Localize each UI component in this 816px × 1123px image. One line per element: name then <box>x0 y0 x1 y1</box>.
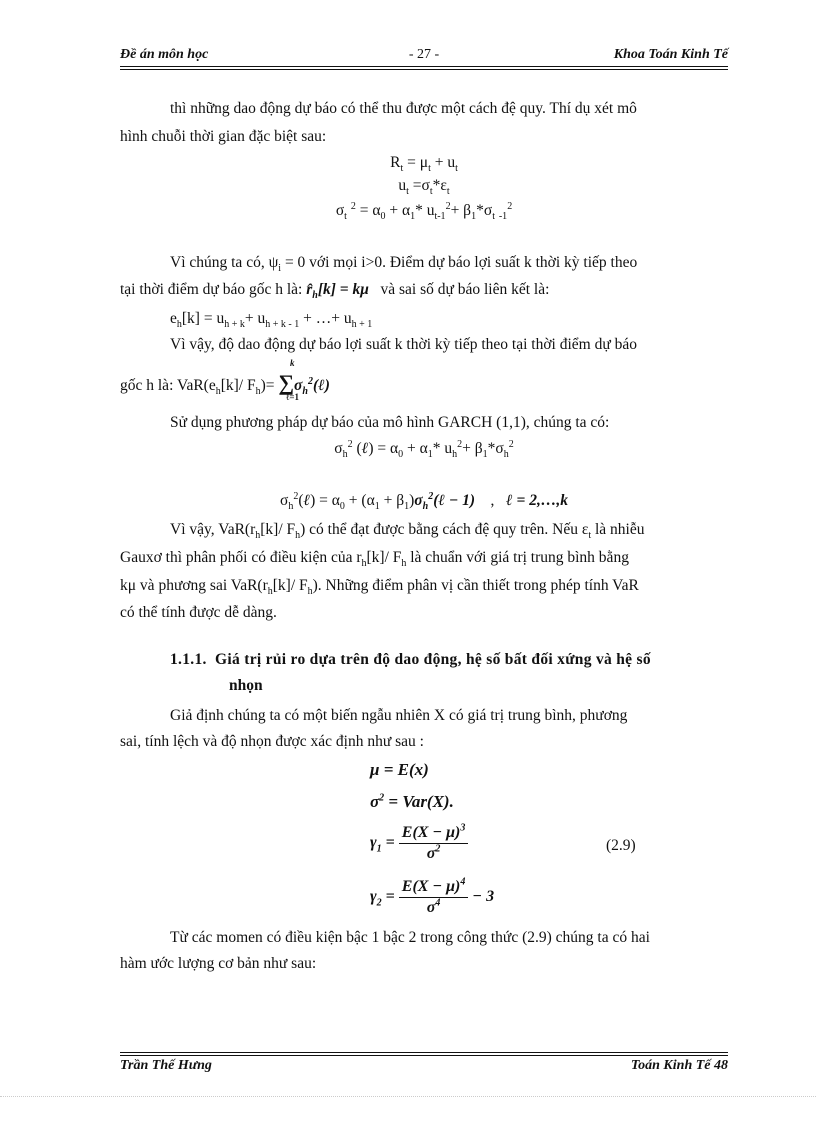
header-rule-2 <box>120 69 728 70</box>
sum-upper-limit: k <box>290 358 295 368</box>
paragraph-line: kμ và phương sai $VaR(r_h[k]/$ $F_h$). Những điểm phân vị cần thiết trong phép tính VaR <box>120 577 639 598</box>
page-footer <box>120 1058 728 1078</box>
paragraph-line: Vì vậy, độ dao động dự báo lợi suất k thời kỳ tiếp theo tại thời điểm dự báo <box>170 336 637 353</box>
page-bottom-border <box>0 1096 816 1097</box>
footer-rule <box>120 1052 728 1053</box>
footer-rule-2 <box>120 1055 728 1056</box>
paragraph-line: Vì chúng ta có, $\psi_i = 0$ với mọi i>0. Điểm dự báo lợi suất k thời kỳ tiếp theo <box>170 254 638 275</box>
paragraph-line: Từ các momen có điều kiện bậc 1 bậc 2 trong công thức (2.9) chúng ta có hai <box>170 929 650 946</box>
equation-mean: μ = E(x) <box>370 760 429 779</box>
equation-return: $R_t = \mu_t + u_t$ <box>390 154 458 175</box>
equation-shock: $u_t =\sigma_t*\varepsilon_t$ <box>398 177 450 198</box>
paragraph-line: tại thời điểm dự báo gốc h là: $r̂_h[k] = k\mu$ và sai số dự báo liên kết là: <box>120 281 550 302</box>
paragraph-line: có thể tính được dễ dàng. <box>120 604 277 621</box>
equation-var-sum: $\sum\sigma_h^2(\ell)$ <box>278 370 330 398</box>
section-heading-continued: nhọn <box>229 677 263 694</box>
footer-author: Trần Thế Hưng <box>120 1058 212 1073</box>
paragraph-line: Vì vậy, $VaR(r_h[k]/$ $F_h$) có thể đạt được bằng cách đệ quy trên. Nếu $\varepsilon_t$ là nhiễu <box>170 521 645 542</box>
paragraph-line: hàm ước lượng cơ bản như sau: <box>120 955 317 972</box>
paragraph-line: hình chuỗi thời gian đặc biệt sau: <box>120 128 327 145</box>
header-rule <box>120 66 728 67</box>
paragraph-line: Sử dụng phương pháp dự báo của mô hình GARCH (1,1), chúng ta có: <box>170 414 610 431</box>
equation-forecast-error: $e_h[k] = u_{h + k}+ u_{h + k - 1}$ + …+ $u_{h + 1}$ <box>170 310 373 331</box>
equation-point-forecast: $r̂_h[k] = k\mu$ <box>306 281 369 302</box>
paragraph-line: Giả định chúng ta có một biến ngẫu nhiên X có giá trị trung bình, phương <box>170 707 628 724</box>
section-heading: 1.1.1. Giá trị rủi ro dựa trên độ dao động, hệ số bất đối xứng và hệ số <box>170 651 651 668</box>
equation-kurtosis: $\gamma_2$ = $\frac{E(X - \mu)^4}{\sigma^4}$ − 3 <box>370 876 495 916</box>
equation-garch-variance: $\sigma_t$ $^2 = \alpha_0 + \alpha_1*$ $u_{t-1}^2+ \beta_1*\sigma_t$ $_{-1}^2$ <box>335 200 513 223</box>
header-page-number: - 27 - <box>408 47 440 62</box>
footer-class: Toán Kinh Tế 48 <box>630 1058 728 1073</box>
paragraph-line: gốc h là: $VaR(e_h[k]/$ $F_h)=$ $\sum\sigma_h^2(\ell)$ <box>120 370 330 398</box>
equation-skewness: $\gamma_1$ = $\frac{E(X - \mu)^3}{\sigma^2}$ <box>370 824 468 863</box>
paragraph-line: thì những dao động dự báo có thể thu được một cách đệ quy. Thí dụ xét mô <box>170 100 637 117</box>
equation-multi-step: $\sigma_h^2(\ell) = \alpha_0 + (\alpha_1$ + $\beta_1)\sigma_h^2(\ell - 1)$ , ℓ = 2,…,k <box>279 490 568 513</box>
paragraph-line: sai, tính lệch và độ nhọn được xác định như sau : <box>120 733 424 750</box>
sum-lower-limit: ℓ=1 <box>286 392 300 402</box>
header-course: Đề án môn học <box>120 47 209 62</box>
page-header <box>120 47 728 67</box>
header-faculty: Khoa Toán Kinh Tế <box>613 47 728 62</box>
equation-one-step: $\sigma_h^2$ (ℓ) = $\alpha_0 + \alpha_1*$ $u_h^2+ \beta_1*\sigma_h^2$ <box>334 438 514 461</box>
equation-variance: $\sigma^2 = Var(X)$. <box>370 792 454 811</box>
paragraph-line: Gauxơ thì phân phối có điều kiện của $r_h[k]/$ $F_h$ là chuẩn với giá trị trung bình bằng <box>120 549 629 570</box>
equation-number: (2.9) <box>606 837 636 854</box>
